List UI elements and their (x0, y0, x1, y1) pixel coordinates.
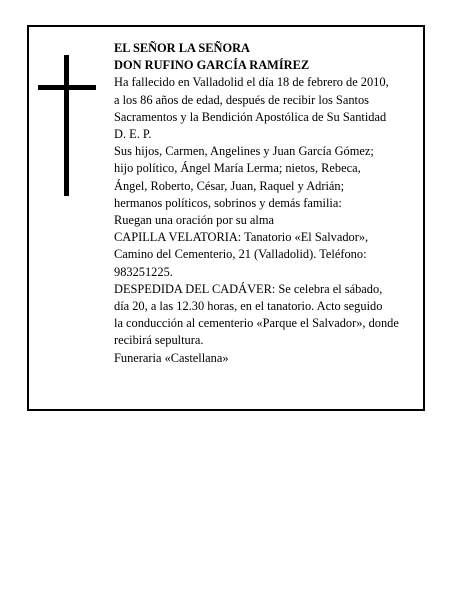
body-line: Ruegan una oración por su alma (114, 213, 274, 228)
body-line: Ángel, Roberto, César, Juan, Raquel y Adrián; (114, 178, 345, 193)
cross-icon (64, 55, 69, 196)
header-line-1: EL SEÑOR LA SEÑORA (114, 41, 250, 55)
body-line: recibirá sepultura. (114, 333, 204, 348)
obituary-text (114, 40, 434, 367)
body-line: hermanos políticos, sobrinos y demás familia: (114, 195, 342, 210)
body-line: la conducción al cementerio «Parque el Salvador», donde (114, 316, 399, 331)
body-line: Funeraria «Castellana» (114, 350, 229, 365)
cross-icon-crossbar (38, 85, 96, 90)
body-line: 983251225. (114, 264, 173, 279)
body-line: D. E. P. (114, 127, 152, 142)
body-line: DESPEDIDA DEL CADÁVER: Se celebra el sábado, (114, 281, 383, 296)
body-line: Sus hijos, Carmen, Angelines y Juan García Gómez; (114, 144, 374, 159)
body-line: Camino del Cementerio, 21 (Valladolid). Teléfono: (114, 247, 367, 262)
deceased-name: DON RUFINO GARCÍA RAMÍREZ (114, 58, 310, 73)
body-line: hijo político, Ángel María Lerma; nietos, Rebeca, (114, 161, 361, 176)
body-line: a los 86 años de edad, después de recibir los Santos (114, 92, 369, 107)
body-line: Sacramentos y la Bendición Apostólica de Su Santidad (114, 109, 387, 124)
body-line: CAPILLA VELATORIA: Tanatorio «El Salvador», (114, 230, 369, 245)
body-line: día 20, a las 12.30 horas, en el tanatorio. Acto seguido (114, 299, 383, 314)
body-line: Ha fallecido en Valladolid el día 18 de febrero de 2010, (114, 75, 389, 90)
